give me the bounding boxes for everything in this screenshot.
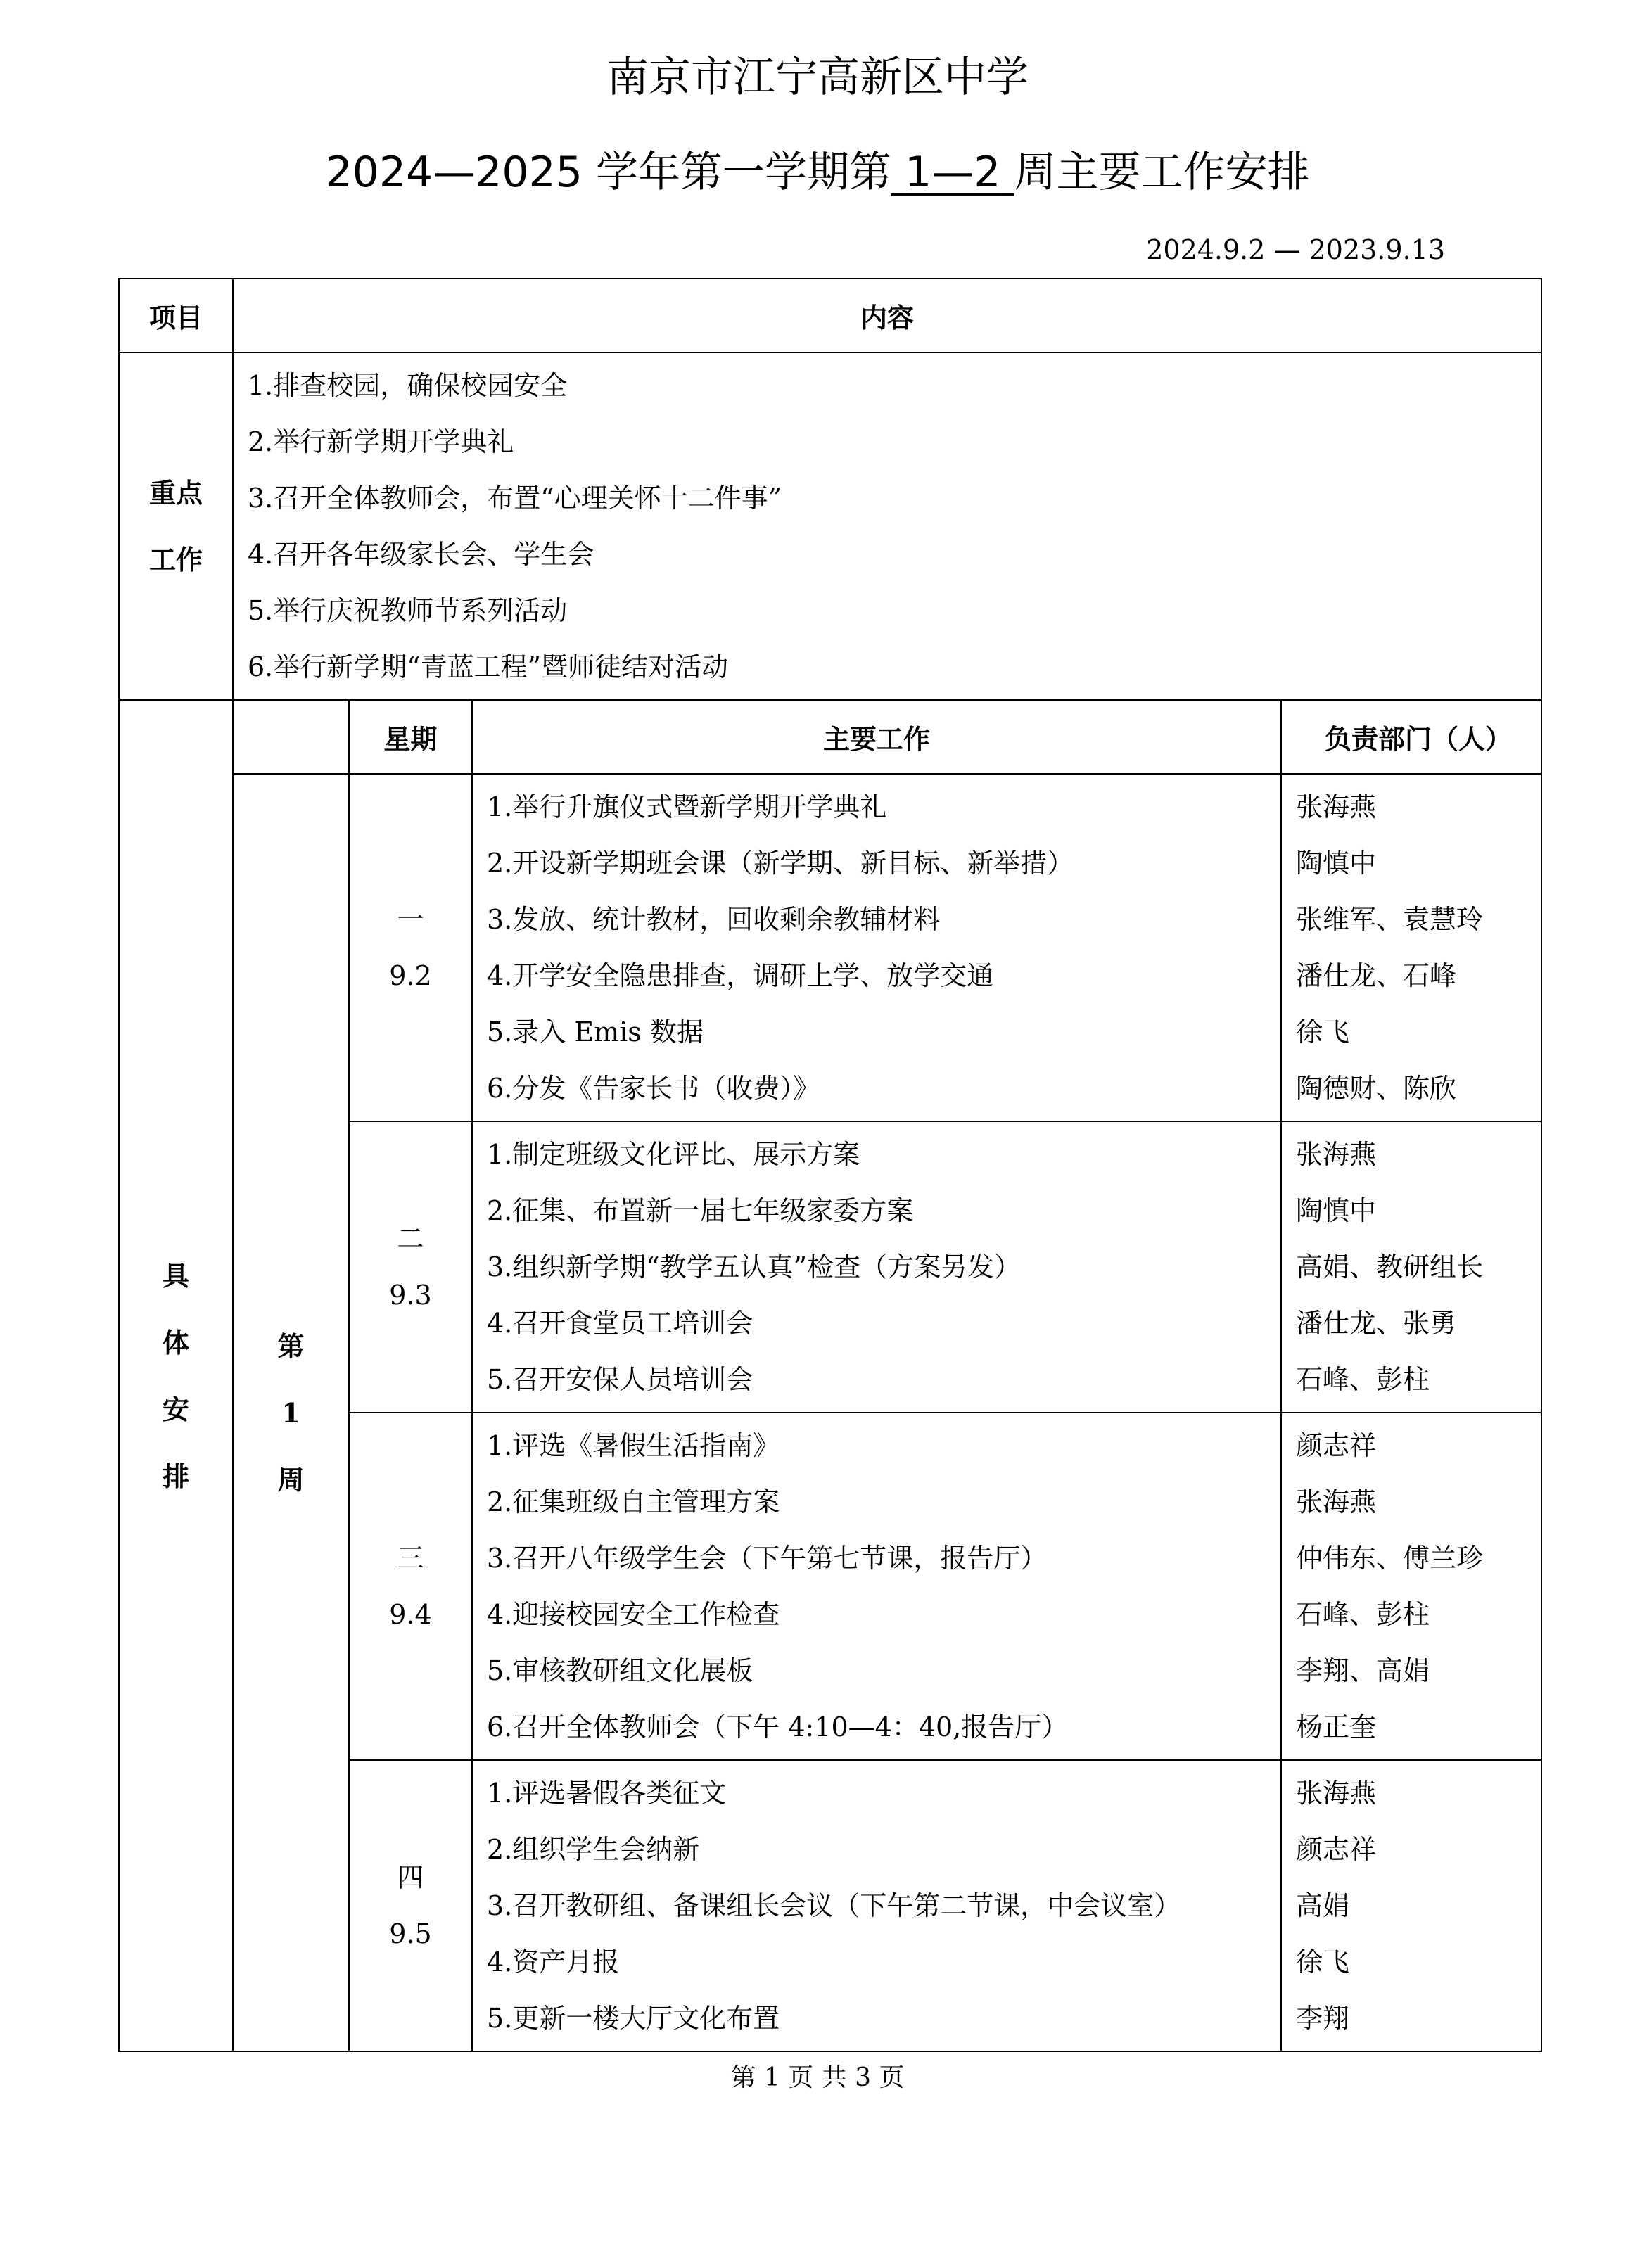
week-label <box>233 774 349 2051</box>
focus-item: 2.举行新学期开学典礼 <box>248 426 514 457</box>
task-item: 4.迎接校园安全工作检查 <box>487 1599 780 1630</box>
owner-item: 颜志祥 <box>1296 1834 1377 1865</box>
focus-item: 6.举行新学期“青蓝工程”暨师徒结对活动 <box>248 651 729 682</box>
owner-item: 仲伟东、傅兰珍 <box>1296 1543 1484 1574</box>
task-item: 2.征集班级自主管理方案 <box>487 1486 780 1517</box>
day-cell <box>349 1413 472 1760</box>
task-list <box>472 1121 1281 1413</box>
header-content: 内容 <box>233 279 1541 352</box>
owner-item: 陶慎中 <box>1296 848 1377 879</box>
owner-item: 张维军、袁慧玲 <box>1296 904 1484 935</box>
task-item: 1.评选暑假各类征文 <box>487 1778 727 1809</box>
task-item: 2.征集、布置新一届七年级家委方案 <box>487 1195 914 1226</box>
week-label-char: 周 <box>277 1463 305 1496</box>
day-row <box>119 774 1541 1121</box>
task-list <box>472 1760 1281 2051</box>
task-list <box>472 1413 1281 1760</box>
weekday: 三 <box>397 1543 424 1574</box>
task-item: 2.组织学生会纳新 <box>487 1834 700 1865</box>
task-item: 6.分发《告家长书（收费）》 <box>487 1073 820 1104</box>
task-item: 3.发放、统计教材，回收剩余教辅材料 <box>487 904 941 935</box>
title-weeks: 1—2 <box>905 148 1001 197</box>
task-item: 2.开设新学期班会课（新学期、新目标、新举措） <box>487 848 1074 879</box>
owner-list <box>1281 774 1541 1121</box>
header-row <box>119 279 1541 352</box>
owner-item: 李翔 <box>1296 2003 1350 2034</box>
day-date: 9.3 <box>389 1280 432 1311</box>
day-cell <box>349 1121 472 1413</box>
school-title: 南京市江宁高新区中学 <box>606 53 1029 102</box>
focus-item: 1.排查校园，确保校园安全 <box>248 370 568 401</box>
owner-item: 徐飞 <box>1296 1947 1350 1977</box>
sub-header-row <box>119 700 1541 774</box>
task-item: 4.资产月报 <box>487 1947 620 1977</box>
focus-item: 4.召开各年级家长会、学生会 <box>248 539 594 570</box>
owner-item: 徐飞 <box>1296 1017 1350 1047</box>
owner-item: 张海燕 <box>1296 1778 1377 1809</box>
week-label-char: 1 <box>281 1396 300 1429</box>
owner-item: 高娟 <box>1296 1890 1350 1921</box>
task-item: 3.召开教研组、备课组长会议（下午第二节课，中会议室） <box>487 1890 1181 1921</box>
owner-item: 张海燕 <box>1296 1139 1377 1170</box>
detail-label <box>119 700 233 2051</box>
owner-item: 杨正奎 <box>1296 1712 1377 1743</box>
day-date: 9.5 <box>389 1918 432 1949</box>
focus-row <box>119 352 1541 700</box>
owner-item: 颜志祥 <box>1296 1430 1377 1461</box>
day-date: 9.2 <box>389 960 432 991</box>
sub-header-work: 主要工作 <box>472 700 1281 774</box>
day-cell <box>349 774 472 1121</box>
page-footer: 第 1 页 共 3 页 <box>730 2063 905 2092</box>
detail-label-char: 排 <box>162 1460 189 1492</box>
owner-item: 潘仕龙、张勇 <box>1296 1308 1457 1339</box>
task-item: 5.召开安保人员培训会 <box>487 1364 753 1395</box>
task-item: 3.组织新学期“教学五认真”检查（方案另发） <box>487 1251 1022 1282</box>
task-item: 5.更新一楼大厅文化布置 <box>487 2003 780 2034</box>
task-item: 4.召开食堂员工培训会 <box>487 1308 753 1339</box>
owner-item: 张海燕 <box>1296 791 1377 822</box>
sub-header-owner: 负责部门（人） <box>1281 700 1541 774</box>
date-range: 2024.9.2 — 2023.9.13 <box>1146 234 1445 265</box>
owner-item: 张海燕 <box>1296 1486 1377 1517</box>
owner-list <box>1281 1413 1541 1760</box>
day-date: 9.4 <box>389 1599 432 1630</box>
sub-header-blank <box>233 700 349 774</box>
owner-list <box>1281 1121 1541 1413</box>
focus-item: 5.举行庆祝教师节系列活动 <box>248 595 568 626</box>
owner-item: 陶德财、陈欣 <box>1296 1073 1457 1104</box>
owner-item: 陶慎中 <box>1296 1195 1377 1226</box>
focus-item: 3.召开全体教师会，布置“心理关怀十二件事” <box>248 483 782 514</box>
owner-item: 高娟、教研组长 <box>1296 1251 1484 1282</box>
owner-item: 石峰、彭柱 <box>1296 1599 1430 1630</box>
detail-label-char: 具 <box>162 1259 189 1292</box>
weekday: 二 <box>397 1223 424 1254</box>
weekday: 四 <box>397 1862 424 1893</box>
owner-item: 李翔、高娟 <box>1296 1655 1430 1686</box>
detail-label-char: 安 <box>162 1393 189 1425</box>
task-item: 1.评选《暑假生活指南》 <box>487 1430 780 1461</box>
task-item: 6.召开全体教师会（下午 4:10—4：40,报告厅） <box>487 1712 1069 1743</box>
title-suffix: 周主要工作安排 <box>1014 148 1310 197</box>
day-cell <box>349 1760 472 2051</box>
focus-label: 重点 工作 <box>119 352 233 700</box>
week-label-char: 第 <box>277 1330 305 1362</box>
owner-list <box>1281 1760 1541 2051</box>
weekday: 一 <box>397 904 424 935</box>
schedule-table <box>118 278 1542 2052</box>
title-prefix: 2024—2025 学年第一学期第 <box>325 148 891 197</box>
detail-label-char: 体 <box>162 1326 189 1358</box>
task-list <box>472 774 1281 1121</box>
owner-item: 石峰、彭柱 <box>1296 1364 1430 1395</box>
task-item: 5.录入 Emis 数据 <box>487 1017 704 1047</box>
schedule-title <box>0 144 1635 200</box>
task-item: 3.召开八年级学生会（下午第七节课，报告厅） <box>487 1543 1048 1574</box>
focus-list <box>233 352 1541 700</box>
header-item: 项目 <box>119 279 233 352</box>
owner-item: 潘仕龙、石峰 <box>1296 960 1457 991</box>
task-item: 1.制定班级文化评比、展示方案 <box>487 1139 860 1170</box>
task-item: 1.举行升旗仪式暨新学期开学典礼 <box>487 791 887 822</box>
task-item: 5.审核教研组文化展板 <box>487 1655 753 1686</box>
sub-header-day: 星期 <box>349 700 472 774</box>
task-item: 4.开学安全隐患排查，调研上学、放学交通 <box>487 960 994 991</box>
